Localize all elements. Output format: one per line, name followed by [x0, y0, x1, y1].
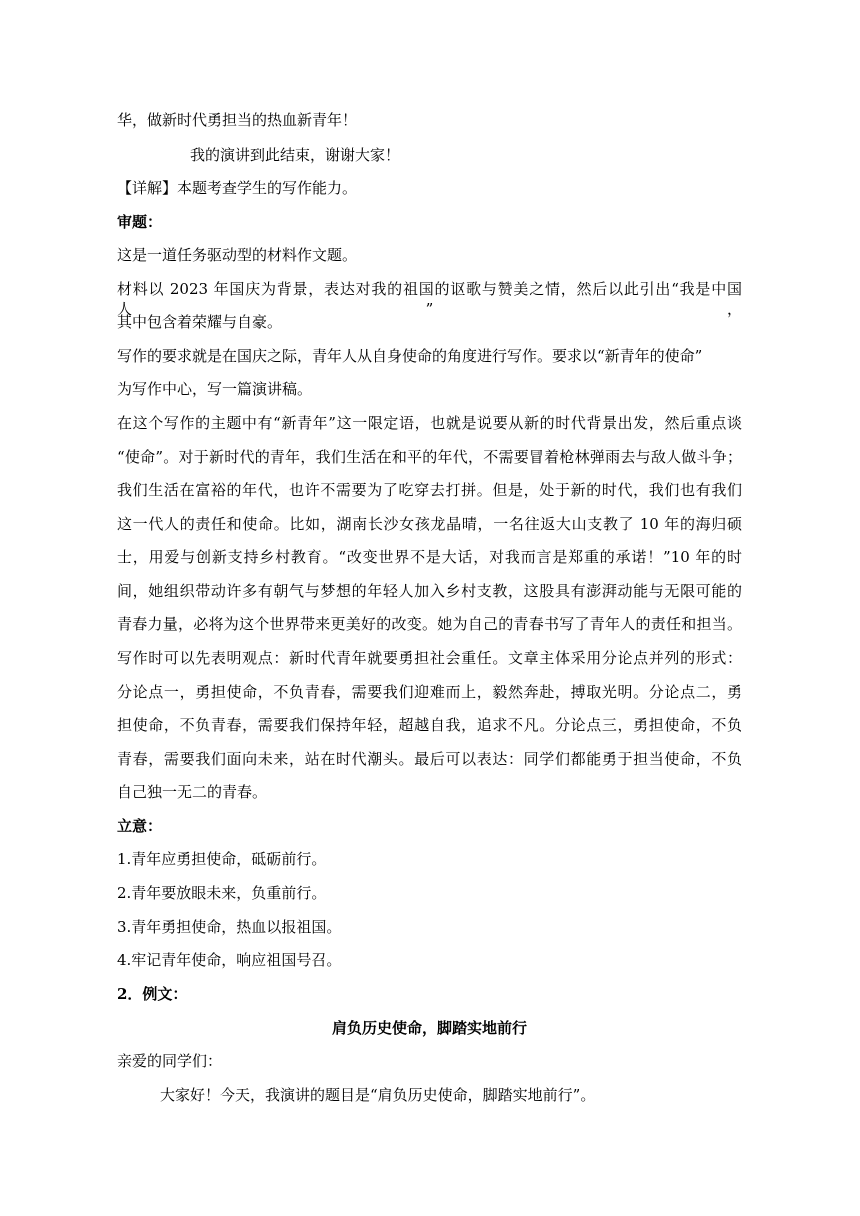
text-line: 【详解】本题考查学生的写作能力。: [117, 179, 358, 197]
text-line: 在这个写作的主题中有“新青年”这一限定语，也就是说要从新的时代背景出发，然后重点谈: [117, 414, 742, 432]
list-item: 2.青年要放眼未来，负重前行。: [117, 884, 327, 902]
text-line: 其中包含着荣耀与自豪。: [117, 313, 283, 331]
list-item: 3.青年勇担使命，热血以报祖国。: [117, 918, 342, 936]
text-line: 华，做新时代勇担当的热血新青年！: [117, 111, 358, 129]
text-line: 写作的要求就是在国庆之际，青年人从自身使命的角度进行写作。要求以“新青年的使命”: [117, 347, 703, 365]
text-line: 士，用爱与创新支持乡村教育。“改变世界不是大话，对我而言是郑重的承诺！”10 年的时: [117, 548, 742, 566]
section-heading: 2．例文：: [117, 985, 188, 1003]
list-item: 4.牢记青年使命，响应祖国号召。: [117, 951, 342, 969]
text-line: 分论点一，勇担使命，不负青春，需要我们迎难而上，毅然奔赴，搏取光明。分论点二，勇: [117, 683, 742, 701]
list-item: 1.青年应勇担使命，砥砺前行。: [117, 850, 327, 868]
text-line: 这一代人的责任和使命。比如，湖南长沙女孩龙晶晴，一名往返大山支教了 10 年的海归硕: [117, 515, 742, 533]
section-heading: 立意：: [117, 817, 163, 835]
text-line: 为写作中心，写一篇演讲稿。: [117, 380, 313, 398]
text-line: 写作时可以先表明观点：新时代青年就要勇担社会重任。文章主体采用分论点并列的形式：: [117, 649, 742, 667]
essay-title: 肩负历史使命，脚踏实地前行: [331, 1019, 527, 1037]
text-line: 这是一道任务驱动型的材料作文题。: [117, 246, 358, 264]
text-line: 我的演讲到此结束，谢谢大家！: [190, 146, 401, 164]
text-line: 担使命，不负青春，需要我们保持年轻，超越自我，追求不凡。分论点三，勇担使命，不负: [117, 716, 742, 734]
text-line: 青春力量，必将为这个世界带来更美好的改变。她为自己的青春书写了青年人的责任和担当。: [117, 615, 742, 633]
text-line: 青春，需要我们面向未来，站在时代潮头。最后可以表达：同学们都能勇于担当使命，不负: [117, 750, 742, 768]
text-line: 亲爱的同学们：: [117, 1052, 223, 1070]
text-line: 间，她组织带动许多有朝气与梦想的年轻人加入乡村支教，这股具有澎湃动能与无限可能的: [117, 582, 742, 600]
text-line: “使命”。对于新时代的青年，我们生活在和平的年代，不需要冒着枪林弹雨去与敌人做斗争；: [117, 448, 742, 466]
text-line: 大家好！今天，我演讲的题目是“肩负历史使命，脚踏实地前行”。: [160, 1086, 596, 1104]
section-heading: 审题：: [117, 213, 163, 231]
text-line: 我们生活在富裕的年代，也许不需要为了吃穿去打拼。但是，处于新的时代，我们也有我们: [117, 481, 742, 499]
text-line: 自己独一无二的青春。: [117, 783, 268, 801]
text-line: 材料以 2023 年国庆为背景，表达对我的祖国的讴歌与赞美之情，然后以此引出“我是中国人”，: [117, 280, 742, 318]
